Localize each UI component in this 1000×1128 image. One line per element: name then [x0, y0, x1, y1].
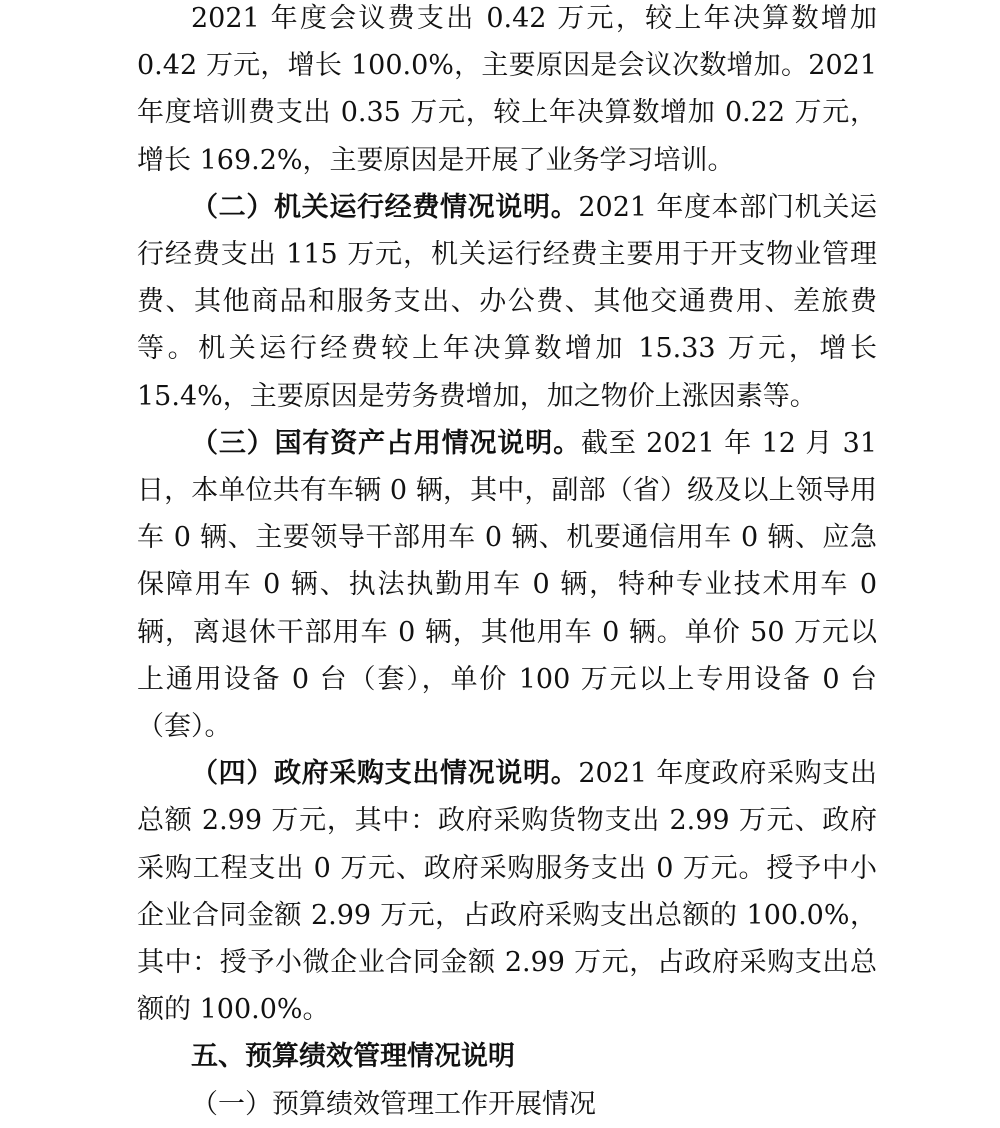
paragraph-government-procurement — [137, 750, 877, 1033]
paragraph-text: 2021 年度本部门机关运行经费支出 115 万元，机关运行经费主要用于开支物业管理费、其他商品和服务支出、办公费、其他交通费用、差旅费等。机关运行经费较上年决算数增加 15.33 万元，增长 15.4%，主要原因是劳务费增加，加之物价上涨因素等。 — [137, 191, 878, 412]
paragraph-state-assets — [137, 420, 877, 750]
paragraph-text: 截至 2021 年 12 月 31 日，本单位共有车辆 0 辆，其中，副部（省）级及以上领导用车 0 辆、主要领导干部用车 0 辆、机要通信用车 0 辆、应急保障用车 0 辆、执法执勤用车 0 辆，特种专业技术用车 0 辆，离退休干部用车 0 辆，其他用车 0 辆。单价 50 万元以上通用设备 0 台（套），单价 100 万元以上专用设备 0 台（套）。 — [137, 427, 877, 743]
document-page — [137, 0, 877, 1128]
paragraph-operating-expenses — [137, 184, 877, 420]
paragraph-lead: （二）机关运行经费情况说明。 — [191, 191, 579, 223]
paragraph-text: 2021 年度会议费支出 0.42 万元，较上年决算数增加 0.42 万元，增长 100.0%，主要原因是会议次数增加。2021 年度培训费支出 0.35 万元，较上年决算数增加 0.22 万元，增长 169.2%，主要原因是开展了业务学习培训。 — [137, 3, 877, 176]
paragraph-meeting-training-fees — [137, 0, 877, 184]
section-heading: 五、预算绩效管理情况说明 — [191, 1041, 515, 1073]
paragraph-lead: （四）政府采购支出情况说明。 — [191, 758, 579, 790]
paragraph-lead: （三）国有资产占用情况说明。 — [191, 427, 581, 459]
subsection-heading: （一）预算绩效管理工作开展情况 — [191, 1088, 596, 1120]
paragraph-text: 2021 年度政府采购支出总额 2.99 万元，其中：政府采购货物支出 2.99 万元、政府采购工程支出 0 万元、政府采购服务支出 0 万元。授予中小企业合同金额 2.99 万元，占政府采购支出总额的 100.0%，其中：授予小微企业合同金额 2.99 万元，占政府采购支出总额的 100.0%。 — [137, 758, 878, 1026]
